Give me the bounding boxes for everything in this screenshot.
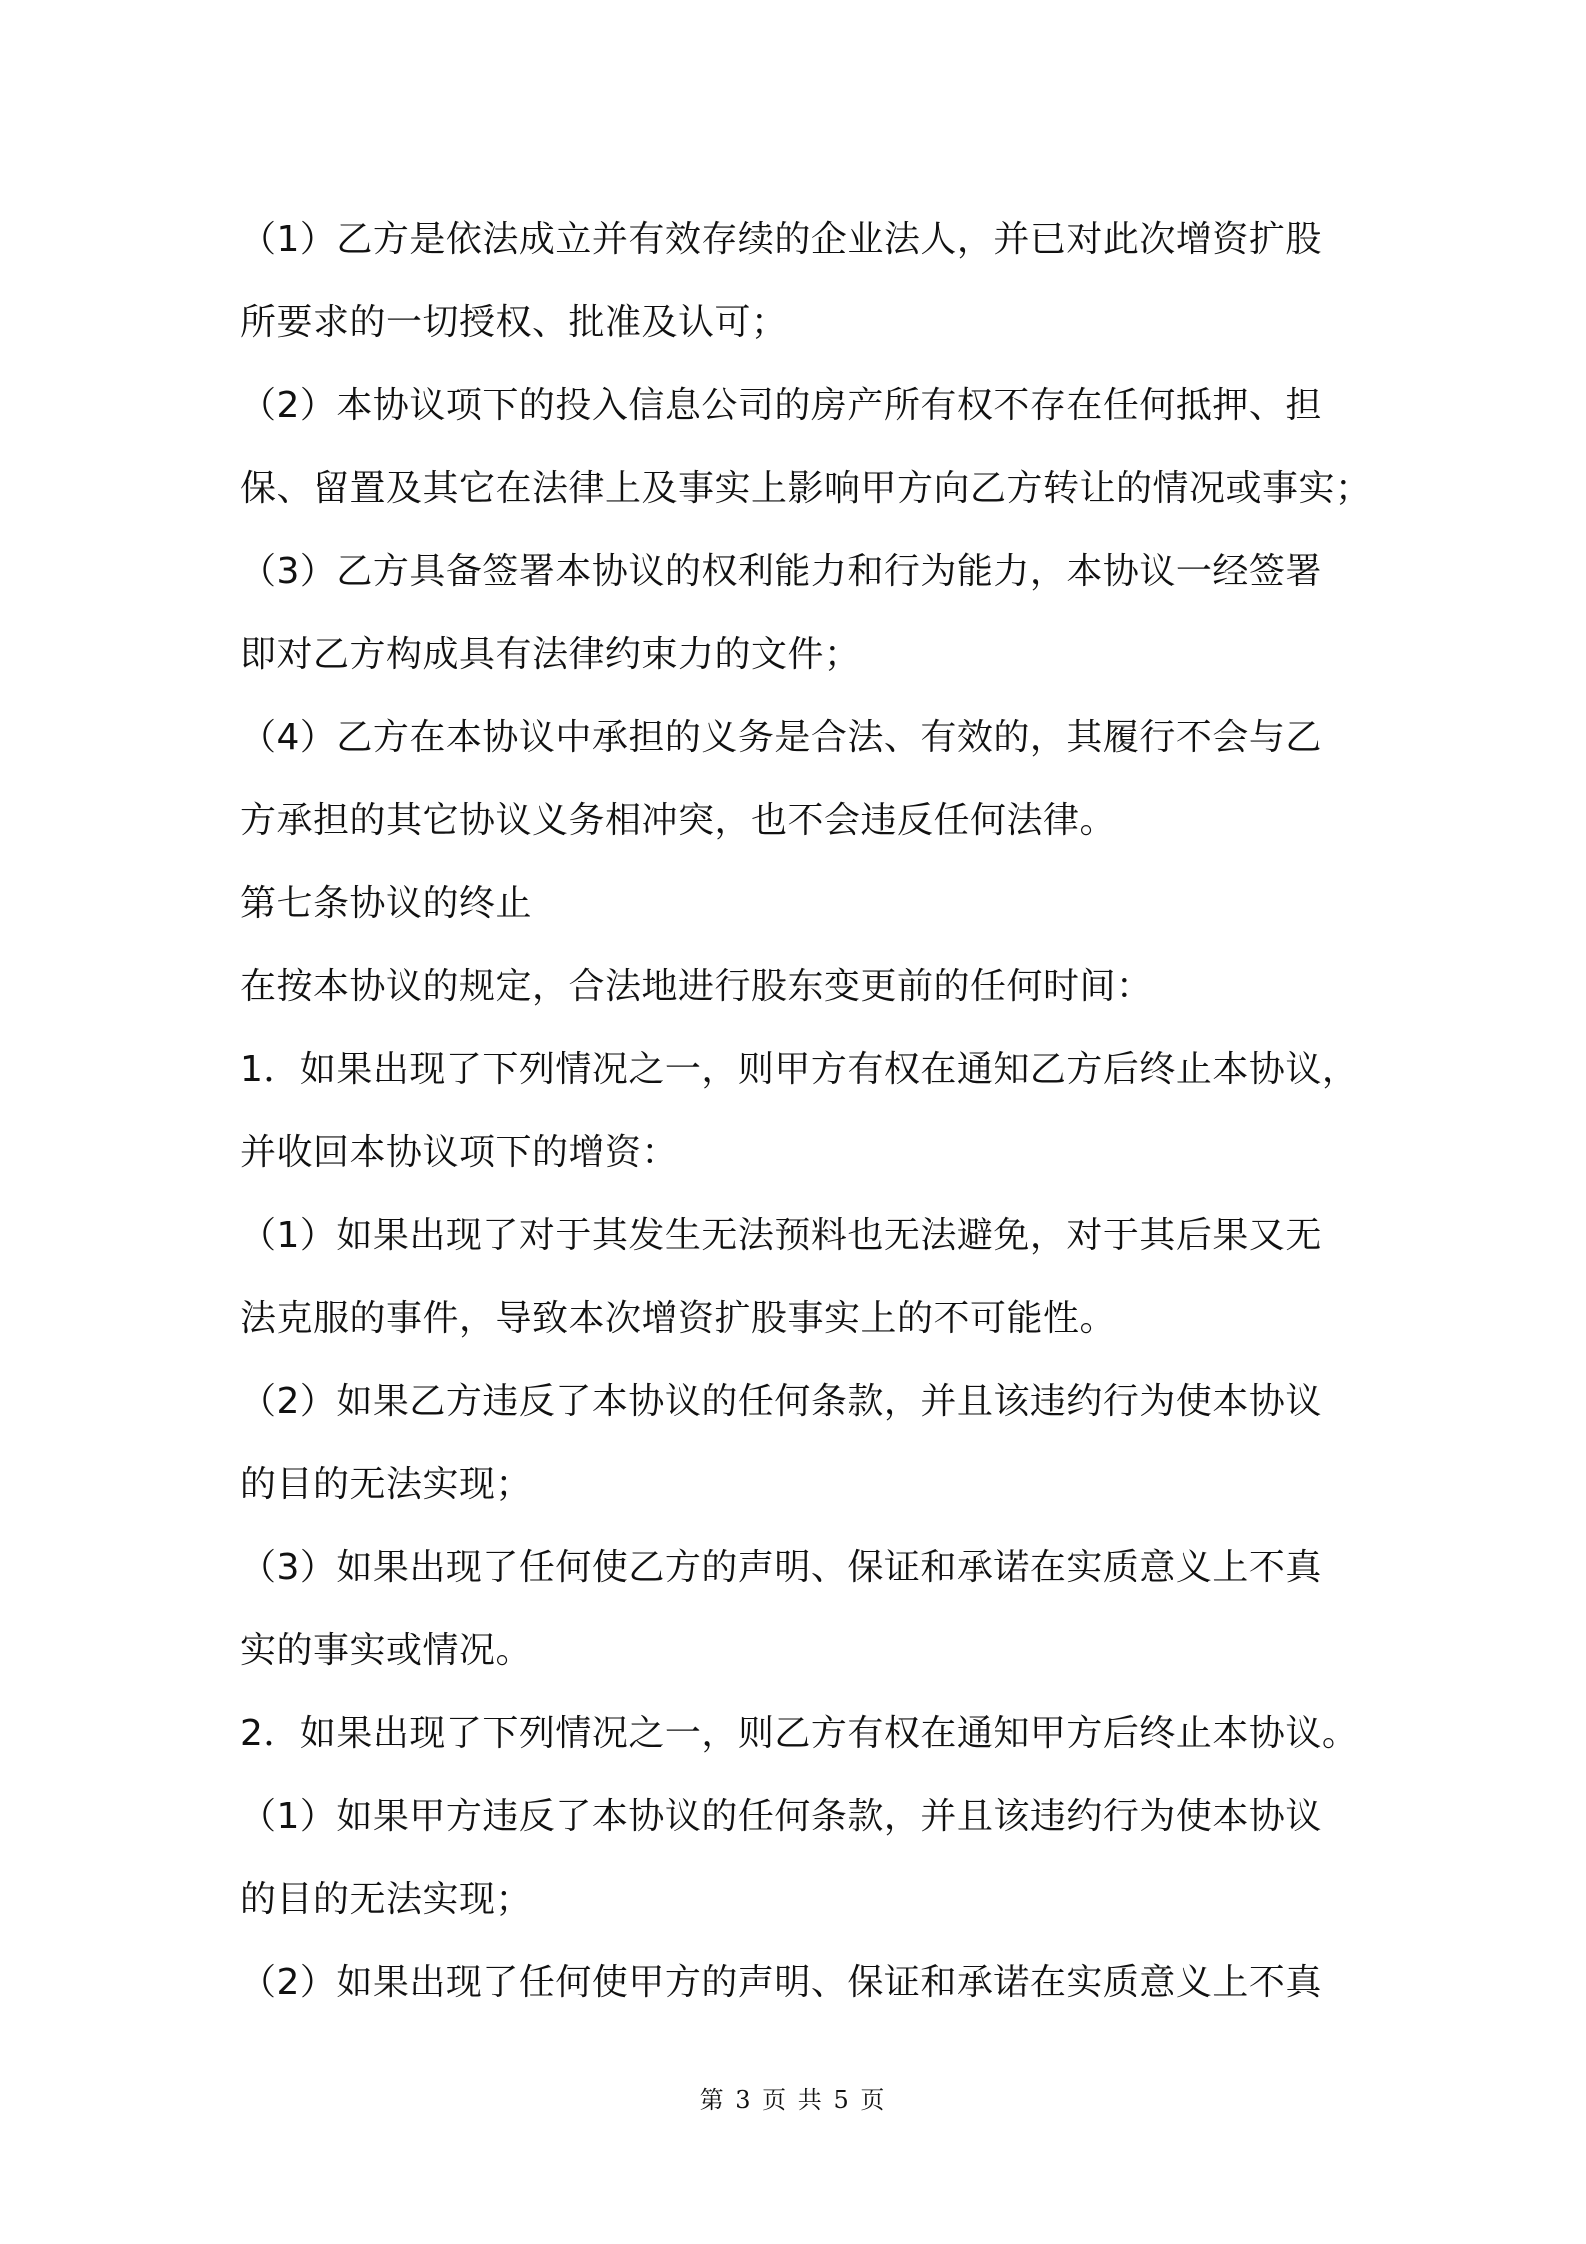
text-line: （1）如果甲方违反了本协议的任何条款，并且该违约行为使本协议 — [240, 1796, 1322, 1837]
text-line: （2）如果乙方违反了本协议的任何条款，并且该违约行为使本协议 — [240, 1381, 1322, 1422]
text-line: 法克服的事件，导致本次增资扩股事实上的不可能性。 — [240, 1298, 1117, 1339]
text-line: （1）如果出现了对于其发生无法预料也无法避免，对于其后果又无 — [240, 1215, 1322, 1256]
text-line: 1．如果出现了下列情况之一，则甲方有权在通知乙方后终止本协议， — [240, 1049, 1359, 1090]
text-line: （2）本协议项下的投入信息公司的房产所有权不存在任何抵押、担 — [240, 385, 1322, 426]
text-line: 实的事实或情况。 — [240, 1630, 533, 1671]
document-body — [240, 198, 1372, 2024]
section-heading: 第七条协议的终止 — [240, 883, 533, 924]
text-line: 所要求的一切授权、批准及认可； — [240, 302, 788, 343]
text-line: 即对乙方构成具有法律约束力的文件； — [240, 634, 861, 675]
text-line: 的目的无法实现； — [240, 1879, 533, 1920]
text-line: （2）如果出现了任何使甲方的声明、保证和承诺在实质意义上不真 — [240, 1962, 1322, 2003]
text-line: 保、留置及其它在法律上及事实上影响甲方向乙方转让的情况或事实； — [240, 468, 1372, 509]
text-line: （1）乙方是依法成立并有效存续的企业法人，并已对此次增资扩股 — [240, 219, 1322, 260]
text-line: 的目的无法实现； — [240, 1464, 533, 1505]
text-line: （3）如果出现了任何使乙方的声明、保证和承诺在实质意义上不真 — [240, 1547, 1322, 1588]
page-number-footer: 第 3 页 共 5 页 — [699, 2086, 887, 2114]
text-line: 并收回本协议项下的增资： — [240, 1132, 679, 1173]
text-line: 方承担的其它协议义务相冲突，也不会违反任何法律。 — [240, 800, 1117, 841]
text-line: 在按本协议的规定，合法地进行股东变更前的任何时间： — [240, 966, 1153, 1007]
text-line: 2．如果出现了下列情况之一，则乙方有权在通知甲方后终止本协议。 — [240, 1713, 1359, 1754]
text-line: （4）乙方在本协议中承担的义务是合法、有效的，其履行不会与乙 — [240, 717, 1322, 758]
text-line: （3）乙方具备签署本协议的权利能力和行为能力，本协议一经签署 — [240, 551, 1322, 592]
